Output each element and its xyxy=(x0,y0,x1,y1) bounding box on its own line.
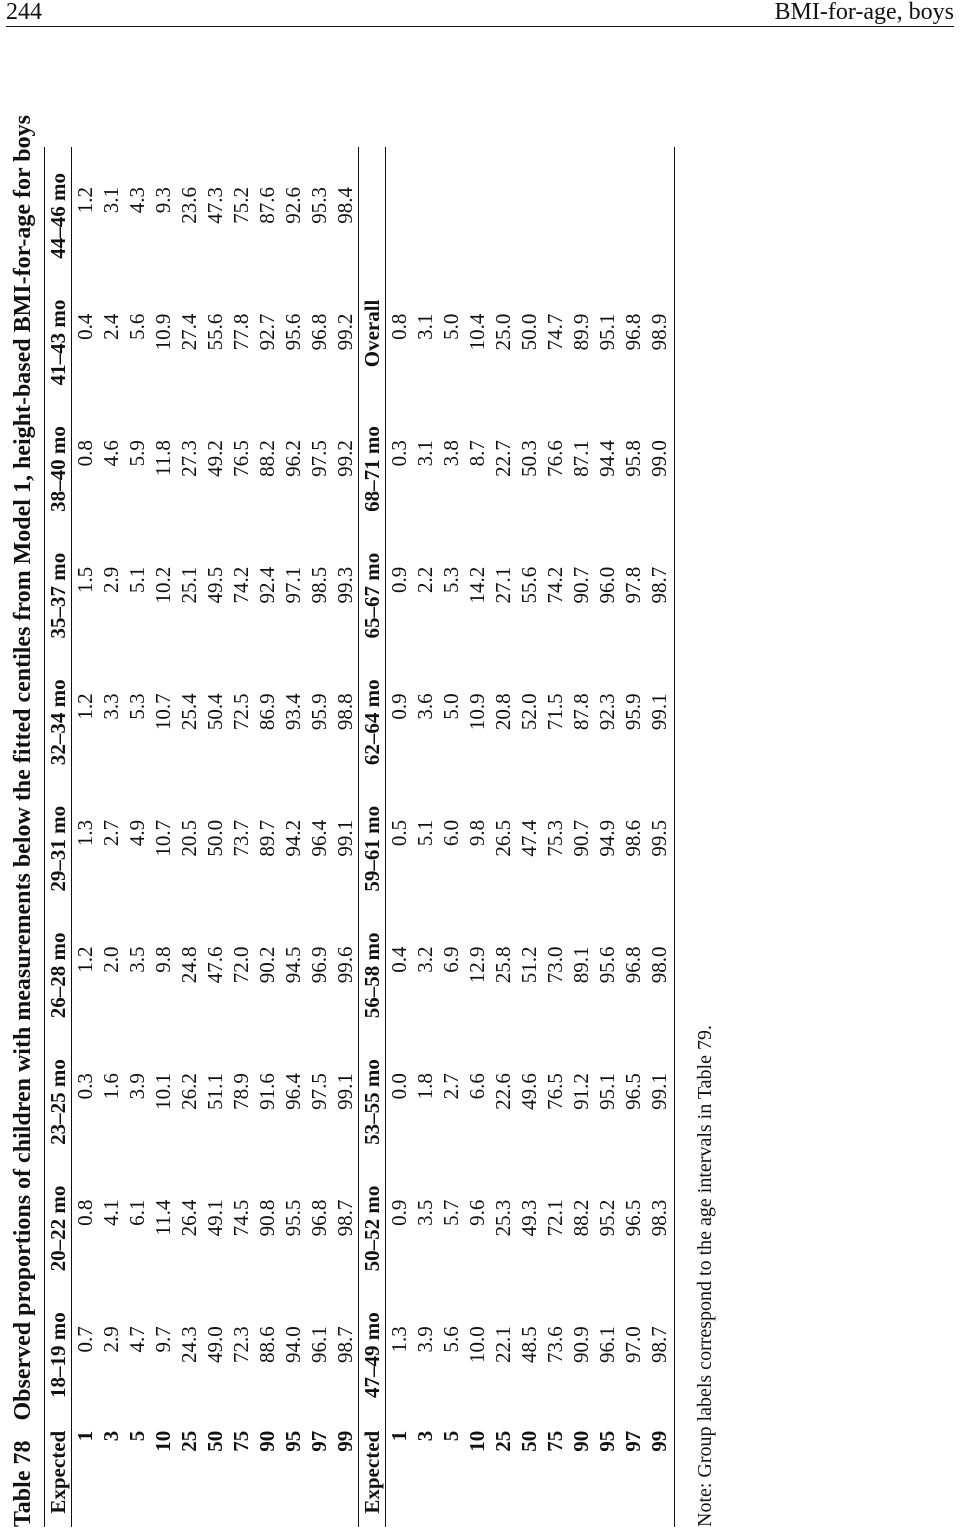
observed-proportion-cell: 96.5 xyxy=(621,1199,645,1237)
observed-proportion-cell: 96.8 xyxy=(307,313,331,351)
observed-proportion-cell: 95.9 xyxy=(621,693,645,731)
observed-proportion-cell: 98.5 xyxy=(307,566,331,604)
observed-proportion-cell: 74.7 xyxy=(543,313,567,351)
observed-proportion-cell: 24.8 xyxy=(177,946,201,984)
observed-proportion-cell: 2.7 xyxy=(439,1073,463,1100)
observed-proportion-cell: 0.8 xyxy=(387,313,411,340)
expected-centile-cell: 75 xyxy=(229,1430,253,1452)
age-column-header: 18–19 mo xyxy=(45,1286,72,1413)
observed-proportion-cell: 4.9 xyxy=(125,819,149,847)
observed-proportion-cell: 10.7 xyxy=(151,819,175,857)
observed-proportion-cell: 22.6 xyxy=(491,1073,515,1110)
observed-proportion-cell: 76.5 xyxy=(543,1073,567,1110)
observed-proportion-cell: 0.9 xyxy=(387,566,411,593)
observed-proportion-cell: 86.9 xyxy=(255,693,279,731)
observed-proportion-cell: 98.0 xyxy=(647,946,671,984)
observed-proportion-cell: 0.3 xyxy=(387,440,411,467)
observed-proportion-cell: 73.6 xyxy=(543,1326,567,1363)
observed-proportion-cell xyxy=(412,147,438,274)
table-row xyxy=(280,147,306,1527)
observed-proportion-cell: 72.3 xyxy=(229,1326,253,1363)
observed-proportion-cell: 92.3 xyxy=(595,693,619,731)
observed-proportion-cell: 3.9 xyxy=(125,1073,149,1100)
observed-proportion-cell xyxy=(568,147,594,274)
observed-proportion-cell: 95.1 xyxy=(595,313,619,351)
observed-proportion-cell: 49.1 xyxy=(203,1199,227,1237)
observed-proportion-cell: 90.9 xyxy=(569,1326,593,1363)
age-column-header: 68–71 mo xyxy=(359,400,386,527)
age-column-header: 50–52 mo xyxy=(359,1160,386,1287)
observed-proportion-cell: 73.7 xyxy=(229,819,253,857)
observed-proportion-cell: 1.8 xyxy=(413,1073,437,1100)
age-column-header: 26–28 mo xyxy=(45,906,72,1033)
observed-proportion-cell: 99.2 xyxy=(333,440,357,477)
observed-proportion-cell: 74.2 xyxy=(229,566,253,604)
observed-proportion-cell: 99.6 xyxy=(333,946,357,984)
observed-proportion-cell: 9.8 xyxy=(151,946,175,973)
observed-proportion-cell: 1.5 xyxy=(73,566,97,593)
observed-proportion-cell: 25.8 xyxy=(491,946,515,984)
observed-proportion-cell: 51.1 xyxy=(203,1073,227,1110)
observed-proportion-cell: 3.3 xyxy=(99,693,123,720)
observed-proportion-cell: 52.0 xyxy=(517,693,541,731)
table-row xyxy=(490,147,516,1527)
observed-proportion-cell: 2.9 xyxy=(99,566,123,593)
observed-proportion-cell: 96.0 xyxy=(595,566,619,604)
observed-proportion-cell: 8.7 xyxy=(465,440,489,467)
observed-proportion-cell: 98.4 xyxy=(333,187,357,224)
expected-centile-cell: 75 xyxy=(543,1430,567,1452)
observed-proportion-cell: 2.7 xyxy=(99,819,123,847)
observed-proportion-cell: 23.6 xyxy=(177,187,201,224)
age-column-header: 65–67 mo xyxy=(359,527,386,654)
observed-proportion-cell: 3.5 xyxy=(125,946,149,973)
observed-proportion-cell: 55.6 xyxy=(517,566,541,604)
observed-proportion-cell: 0.0 xyxy=(387,1073,411,1100)
observed-proportion-cell: 99.1 xyxy=(647,1073,671,1110)
expected-centile-cell: 99 xyxy=(333,1430,357,1452)
observed-proportion-cell: 90.7 xyxy=(569,566,593,604)
observed-proportion-cell: 95.2 xyxy=(595,1199,619,1237)
table-body xyxy=(45,147,675,1527)
expected-centile-cell: 97 xyxy=(307,1430,331,1452)
observed-proportion-cell: 96.9 xyxy=(307,946,331,984)
observed-proportion-cell: 20.5 xyxy=(177,819,201,857)
expected-centile-cell: 99 xyxy=(647,1430,671,1452)
observed-proportion-cell: 11.8 xyxy=(151,440,175,477)
observed-proportion-cell: 2.4 xyxy=(99,313,123,340)
table-row xyxy=(438,147,464,1527)
observed-proportion-cell: 3.1 xyxy=(99,187,123,214)
expected-centile-cell: 90 xyxy=(569,1430,593,1452)
observed-proportion-cell: 49.2 xyxy=(203,440,227,477)
observed-proportion-cell: 96.5 xyxy=(621,1073,645,1110)
expected-centile-cell: 25 xyxy=(491,1430,515,1452)
observed-proportion-cell: 2.2 xyxy=(413,566,437,593)
observed-proportion-cell: 24.3 xyxy=(177,1326,201,1363)
observed-proportion-cell: 9.8 xyxy=(465,819,489,847)
observed-proportion-cell: 26.4 xyxy=(177,1199,201,1237)
expected-centile-cell: 3 xyxy=(413,1430,437,1442)
observed-proportion-cell: 50.0 xyxy=(517,313,541,351)
age-column-header: 20–22 mo xyxy=(45,1160,72,1287)
observed-proportion-cell: 1.3 xyxy=(387,1326,411,1353)
age-column-header: 44–46 mo xyxy=(45,147,72,274)
section-header-row xyxy=(45,147,72,1527)
observed-proportion-cell xyxy=(620,147,646,274)
table-row xyxy=(464,147,490,1527)
observed-proportion-cell: 98.7 xyxy=(333,1326,357,1363)
observed-proportion-cell: 3.5 xyxy=(413,1199,437,1226)
observed-proportion-cell: 11.4 xyxy=(151,1199,175,1236)
observed-proportion-cell: 89.1 xyxy=(569,946,593,984)
age-column-header: 47–49 mo xyxy=(359,1286,386,1413)
table-row xyxy=(568,147,594,1527)
observed-proportion-cell: 95.6 xyxy=(281,313,305,351)
observed-proportion-cell: 3.2 xyxy=(413,946,437,973)
observed-proportion-cell: 95.8 xyxy=(621,440,645,477)
age-column-header: 38–40 mo xyxy=(45,400,72,527)
observed-proportion-cell: 47.4 xyxy=(517,819,541,857)
table-row xyxy=(228,147,254,1527)
observed-proportion-cell: 95.5 xyxy=(281,1199,305,1237)
observed-proportion-cell: 5.6 xyxy=(439,1326,463,1353)
observed-proportion-cell: 50.4 xyxy=(203,693,227,731)
observed-proportion-cell xyxy=(542,147,568,274)
observed-proportion-cell: 5.9 xyxy=(125,440,149,467)
observed-proportion-cell: 75.3 xyxy=(543,819,567,857)
observed-proportion-cell: 71.5 xyxy=(543,693,567,731)
observed-proportion-cell: 1.6 xyxy=(99,1073,123,1100)
table-row xyxy=(176,147,202,1527)
observed-proportion-cell: 91.2 xyxy=(569,1073,593,1110)
observed-proportion-cell: 14.2 xyxy=(465,566,489,604)
observed-proportion-cell: 76.6 xyxy=(543,440,567,477)
observed-proportion-cell: 6.9 xyxy=(439,946,463,973)
observed-proportion-cell: 94.2 xyxy=(281,819,305,857)
observed-proportion-cell: 10.4 xyxy=(465,313,489,351)
expected-centile-cell: 1 xyxy=(387,1430,411,1442)
observed-proportion-cell: 98.9 xyxy=(647,313,671,351)
observed-proportion-cell: 89.7 xyxy=(255,819,279,857)
table-row xyxy=(72,147,99,1527)
observed-proportion-cell: 26.5 xyxy=(491,819,515,857)
observed-proportion-cell: 0.5 xyxy=(387,819,411,847)
data-table xyxy=(44,147,675,1527)
observed-proportion-cell: 88.2 xyxy=(569,1199,593,1237)
observed-proportion-cell: 6.6 xyxy=(465,1073,489,1100)
expected-centile-cell: 10 xyxy=(465,1430,489,1452)
observed-proportion-cell: 26.2 xyxy=(177,1073,201,1110)
table-note: Note: Group labels correspond to the age intervals in Table 79. xyxy=(694,1025,716,1527)
observed-proportion-cell: 27.1 xyxy=(491,566,515,604)
observed-proportion-cell: 3.1 xyxy=(413,313,437,340)
observed-proportion-cell xyxy=(386,147,413,274)
observed-proportion-cell xyxy=(516,147,542,274)
age-column-header xyxy=(359,147,386,274)
observed-proportion-cell: 12.9 xyxy=(465,946,489,984)
expected-centile-cell: 5 xyxy=(439,1430,463,1442)
expected-column-header: Expected xyxy=(359,1413,386,1527)
observed-proportion-cell: 96.4 xyxy=(281,1073,305,1110)
observed-proportion-cell: 92.4 xyxy=(255,566,279,604)
table-row xyxy=(646,147,672,1527)
table-row xyxy=(620,147,646,1527)
expected-centile-cell: 25 xyxy=(177,1430,201,1452)
observed-proportion-cell: 48.5 xyxy=(517,1326,541,1363)
observed-proportion-cell: 5.3 xyxy=(125,693,149,720)
observed-proportion-cell: 0.9 xyxy=(387,1199,411,1226)
observed-proportion-cell: 99.2 xyxy=(333,313,357,351)
age-column-header: 32–34 mo xyxy=(45,653,72,780)
table-label: Table 78 xyxy=(10,1440,36,1527)
observed-proportion-cell: 5.7 xyxy=(439,1199,463,1226)
observed-proportion-cell: 49.3 xyxy=(517,1199,541,1237)
observed-proportion-cell: 27.3 xyxy=(177,440,201,477)
expected-centile-cell: 50 xyxy=(203,1430,227,1452)
page-header xyxy=(6,0,954,27)
observed-proportion-cell: 76.5 xyxy=(229,440,253,477)
observed-proportion-cell: 5.0 xyxy=(439,693,463,720)
expected-centile-cell: 90 xyxy=(255,1430,279,1452)
table-row xyxy=(594,147,620,1527)
observed-proportion-cell: 73.0 xyxy=(543,946,567,984)
observed-proportion-cell: 4.6 xyxy=(99,440,123,467)
observed-proportion-cell: 25.0 xyxy=(491,313,515,351)
observed-proportion-cell: 95.1 xyxy=(595,1073,619,1110)
observed-proportion-cell: 25.1 xyxy=(177,566,201,604)
observed-proportion-cell: 0.3 xyxy=(73,1073,97,1100)
observed-proportion-cell: 74.2 xyxy=(543,566,567,604)
observed-proportion-cell: 47.3 xyxy=(203,187,227,224)
age-column-header: 23–25 mo xyxy=(45,1033,72,1160)
observed-proportion-cell: 50.3 xyxy=(517,440,541,477)
observed-proportion-cell: 75.2 xyxy=(229,187,253,224)
observed-proportion-cell: 88.2 xyxy=(255,440,279,477)
observed-proportion-cell: 99.1 xyxy=(333,1073,357,1110)
observed-proportion-cell: 77.8 xyxy=(229,313,253,351)
observed-proportion-cell: 96.8 xyxy=(621,946,645,984)
observed-proportion-cell: 99.3 xyxy=(333,566,357,604)
observed-proportion-cell: 10.9 xyxy=(151,313,175,351)
table-row xyxy=(516,147,542,1527)
observed-proportion-cell: 96.1 xyxy=(595,1326,619,1363)
observed-proportion-cell: 99.5 xyxy=(647,819,671,857)
observed-proportion-cell: 90.2 xyxy=(255,946,279,984)
age-column-header: 59–61 mo xyxy=(359,780,386,907)
table-row xyxy=(306,147,332,1527)
observed-proportion-cell: 5.3 xyxy=(439,566,463,593)
expected-column-header: Expected xyxy=(45,1413,72,1527)
observed-proportion-cell: 74.5 xyxy=(229,1199,253,1237)
observed-proportion-cell xyxy=(464,147,490,274)
expected-centile-cell: 50 xyxy=(517,1430,541,1452)
observed-proportion-cell: 98.7 xyxy=(647,1326,671,1363)
observed-proportion-cell: 9.7 xyxy=(151,1326,175,1353)
observed-proportion-cell: 49.0 xyxy=(203,1326,227,1363)
observed-proportion-cell: 55.6 xyxy=(203,313,227,351)
age-column-header: 35–37 mo xyxy=(45,527,72,654)
observed-proportion-cell: 92.6 xyxy=(281,187,305,224)
section-header-row xyxy=(359,147,386,1527)
observed-proportion-cell: 47.6 xyxy=(203,946,227,984)
age-column-header: Overall xyxy=(359,274,386,401)
observed-proportion-cell: 9.6 xyxy=(465,1199,489,1226)
table-row xyxy=(98,147,124,1527)
observed-proportion-cell: 10.7 xyxy=(151,693,175,731)
observed-proportion-cell: 6.1 xyxy=(125,1199,149,1226)
observed-proportion-cell: 3.6 xyxy=(413,693,437,720)
observed-proportion-cell: 50.0 xyxy=(203,819,227,857)
observed-proportion-cell: 0.9 xyxy=(387,693,411,720)
expected-centile-cell: 97 xyxy=(621,1430,645,1452)
table-title: Observed proportions of children with measurements below the fitted centiles from Model 1, height-based BMI-for-age for boys xyxy=(10,115,36,1421)
observed-proportion-cell: 49.6 xyxy=(517,1073,541,1110)
observed-proportion-cell: 5.6 xyxy=(125,313,149,340)
age-column-header: 29–31 mo xyxy=(45,780,72,907)
observed-proportion-cell: 10.0 xyxy=(465,1326,489,1363)
observed-proportion-cell: 3.9 xyxy=(413,1326,437,1353)
observed-proportion-cell: 99.1 xyxy=(647,693,671,731)
observed-proportion-cell: 98.6 xyxy=(621,819,645,857)
observed-proportion-cell: 4.1 xyxy=(99,1199,123,1226)
observed-proportion-cell xyxy=(594,147,620,274)
observed-proportion-cell xyxy=(438,147,464,274)
observed-proportion-cell: 0.8 xyxy=(73,1199,97,1226)
observed-proportion-cell: 98.3 xyxy=(647,1199,671,1237)
observed-proportion-cell: 88.6 xyxy=(255,1326,279,1363)
observed-proportion-cell: 94.0 xyxy=(281,1326,305,1363)
observed-proportion-cell xyxy=(490,147,516,274)
table-row xyxy=(412,147,438,1527)
observed-proportion-cell: 4.7 xyxy=(125,1326,149,1353)
table-row xyxy=(254,147,280,1527)
observed-proportion-cell: 72.1 xyxy=(543,1199,567,1237)
observed-proportion-cell: 3.8 xyxy=(439,440,463,467)
observed-proportion-cell: 95.3 xyxy=(307,187,331,224)
observed-proportion-cell: 90.7 xyxy=(569,819,593,857)
observed-proportion-cell: 5.1 xyxy=(413,819,437,847)
observed-proportion-cell: 99.0 xyxy=(647,440,671,477)
rotated-table-region xyxy=(4,115,724,1527)
age-column-header: 56–58 mo xyxy=(359,906,386,1033)
expected-centile-cell: 3 xyxy=(99,1430,123,1442)
observed-proportion-cell: 20.8 xyxy=(491,693,515,731)
observed-proportion-cell: 5.1 xyxy=(125,566,149,593)
table-row xyxy=(332,147,359,1527)
observed-proportion-cell: 4.3 xyxy=(125,187,149,214)
table-row xyxy=(150,147,176,1527)
observed-proportion-cell: 97.5 xyxy=(307,1073,331,1110)
observed-proportion-cell: 78.9 xyxy=(229,1073,253,1110)
observed-proportion-cell: 51.2 xyxy=(517,946,541,984)
table-caption xyxy=(10,115,36,1527)
observed-proportion-cell: 9.3 xyxy=(151,187,175,214)
observed-proportion-cell: 1.2 xyxy=(73,693,97,720)
observed-proportion-cell: 93.4 xyxy=(281,693,305,731)
observed-proportion-cell: 98.7 xyxy=(333,1199,357,1237)
observed-proportion-cell: 97.8 xyxy=(621,566,645,604)
table-row xyxy=(542,147,568,1527)
observed-proportion-cell: 96.4 xyxy=(307,819,331,857)
observed-proportion-cell: 27.4 xyxy=(177,313,201,351)
observed-proportion-cell: 87.8 xyxy=(569,693,593,731)
observed-proportion-cell: 96.1 xyxy=(307,1326,331,1363)
running-title: BMI-for-age, boys xyxy=(774,0,954,25)
observed-proportion-cell: 2.9 xyxy=(99,1326,123,1353)
observed-proportion-cell: 5.0 xyxy=(439,313,463,340)
observed-proportion-cell: 25.4 xyxy=(177,693,201,731)
expected-centile-cell: 10 xyxy=(151,1430,175,1452)
observed-proportion-cell: 98.7 xyxy=(647,566,671,604)
observed-proportion-cell: 1.2 xyxy=(73,187,97,214)
age-column-header: 53–55 mo xyxy=(359,1033,386,1160)
observed-proportion-cell: 1.3 xyxy=(73,819,97,847)
observed-proportion-cell: 72.0 xyxy=(229,946,253,984)
observed-proportion-cell xyxy=(646,147,672,274)
observed-proportion-cell: 25.3 xyxy=(491,1199,515,1237)
observed-proportion-cell: 97.1 xyxy=(281,566,305,604)
observed-proportion-cell: 94.4 xyxy=(595,440,619,477)
page-number: 244 xyxy=(6,0,42,25)
observed-proportion-cell: 87.6 xyxy=(255,187,279,224)
observed-proportion-cell: 6.0 xyxy=(439,819,463,847)
age-column-header: 41–43 mo xyxy=(45,274,72,401)
observed-proportion-cell: 0.7 xyxy=(73,1326,97,1353)
observed-proportion-cell: 97.5 xyxy=(307,440,331,477)
observed-proportion-cell: 97.0 xyxy=(621,1326,645,1363)
table-row xyxy=(124,147,150,1527)
observed-proportion-cell: 90.8 xyxy=(255,1199,279,1237)
observed-proportion-cell: 94.9 xyxy=(595,819,619,857)
observed-proportion-cell: 10.9 xyxy=(465,693,489,731)
observed-proportion-cell: 94.5 xyxy=(281,946,305,984)
observed-proportion-cell: 95.6 xyxy=(595,946,619,984)
observed-proportion-cell: 92.7 xyxy=(255,313,279,351)
age-column-header: 62–64 mo xyxy=(359,653,386,780)
expected-centile-cell: 95 xyxy=(595,1430,619,1452)
observed-proportion-cell: 2.0 xyxy=(99,946,123,973)
expected-centile-cell: 95 xyxy=(281,1430,305,1452)
observed-proportion-cell: 98.8 xyxy=(333,693,357,731)
observed-proportion-cell: 49.5 xyxy=(203,566,227,604)
observed-proportion-cell: 72.5 xyxy=(229,693,253,731)
observed-proportion-cell: 96.8 xyxy=(621,313,645,351)
observed-proportion-cell: 10.1 xyxy=(151,1073,175,1110)
table-row xyxy=(202,147,228,1527)
observed-proportion-cell: 95.9 xyxy=(307,693,331,731)
observed-proportion-cell: 99.1 xyxy=(333,819,357,857)
observed-proportion-cell: 96.2 xyxy=(281,440,305,477)
observed-proportion-cell: 0.4 xyxy=(387,946,411,973)
observed-proportion-cell: 91.6 xyxy=(255,1073,279,1110)
observed-proportion-cell: 22.7 xyxy=(491,440,515,477)
observed-proportion-cell: 89.9 xyxy=(569,313,593,351)
table-row xyxy=(386,147,413,1527)
observed-proportion-cell: 96.8 xyxy=(307,1199,331,1237)
expected-centile-cell: 1 xyxy=(73,1430,97,1442)
table-bottom-rule xyxy=(672,147,675,1527)
observed-proportion-cell: 1.2 xyxy=(73,946,97,973)
expected-centile-cell: 5 xyxy=(125,1430,149,1442)
observed-proportion-cell: 10.2 xyxy=(151,566,175,604)
observed-proportion-cell: 87.1 xyxy=(569,440,593,477)
observed-proportion-cell: 22.1 xyxy=(491,1326,515,1363)
observed-proportion-cell: 0.8 xyxy=(73,440,97,467)
observed-proportion-cell: 3.1 xyxy=(413,440,437,467)
observed-proportion-cell: 0.4 xyxy=(73,313,97,340)
